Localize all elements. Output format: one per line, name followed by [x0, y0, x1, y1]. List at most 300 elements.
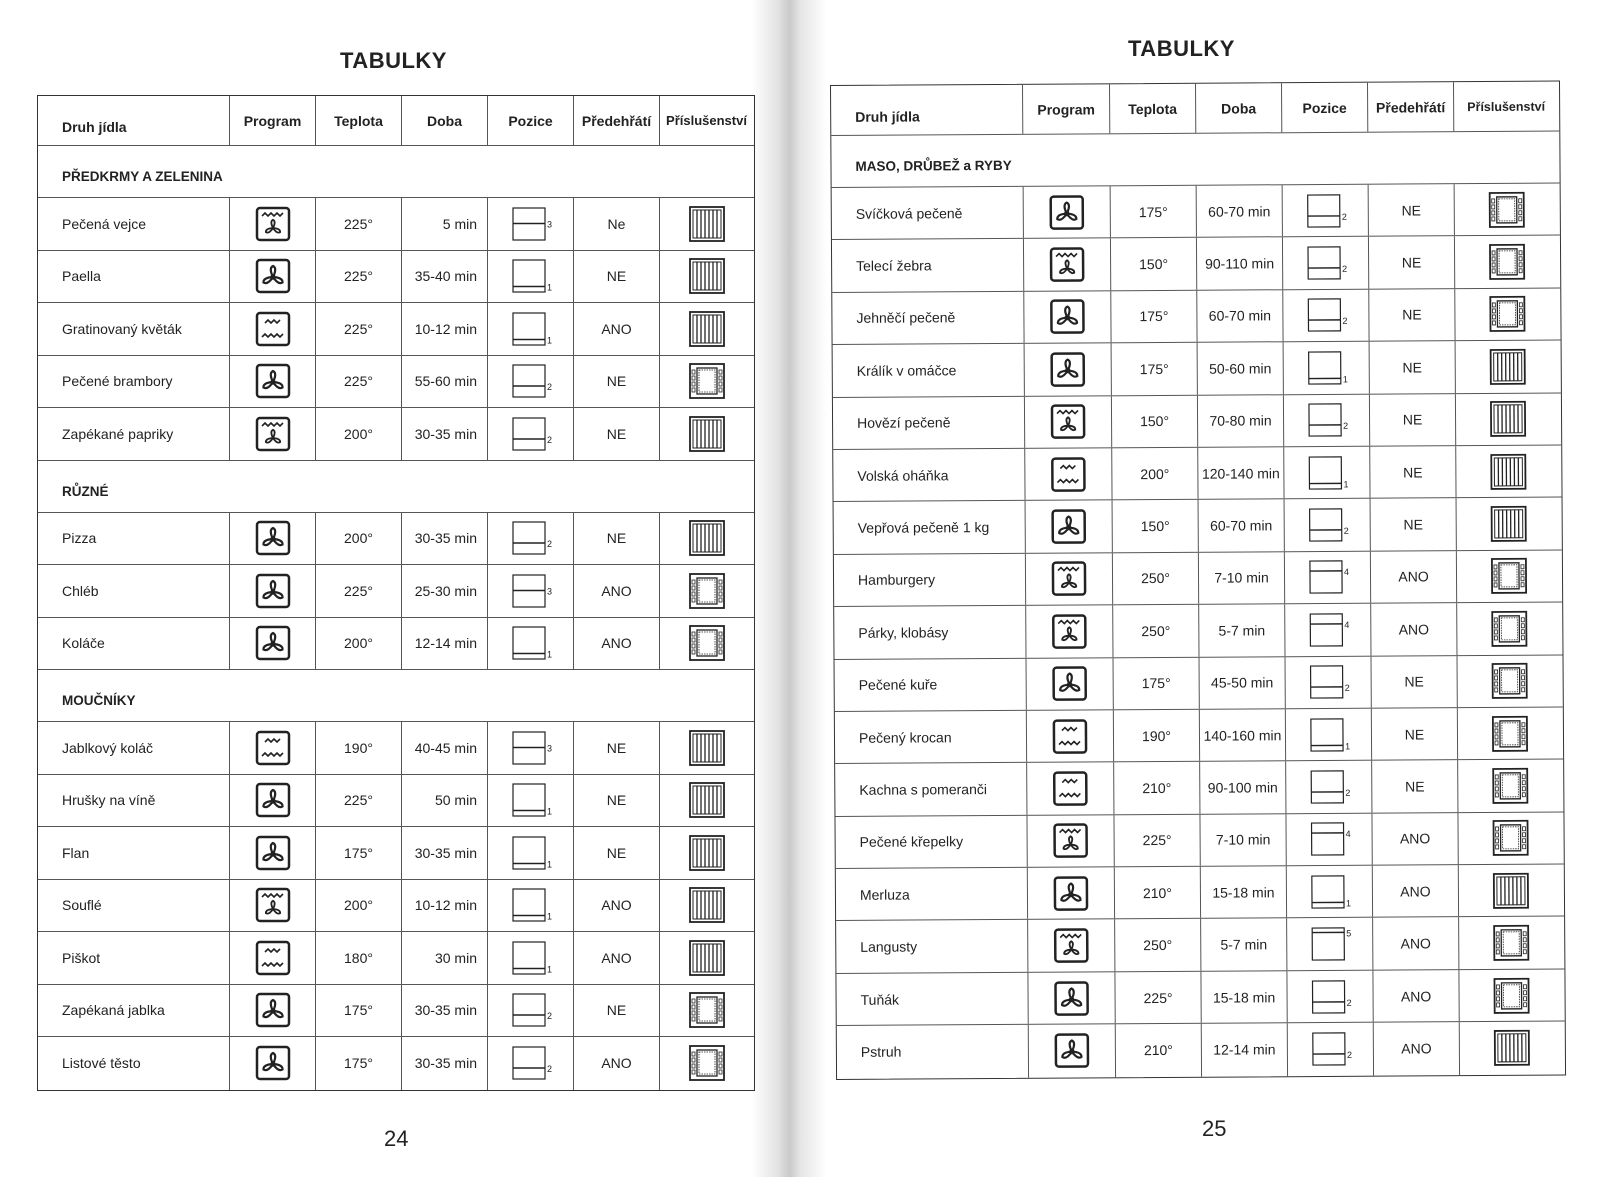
position-cell	[488, 565, 574, 617]
position-cell	[488, 775, 574, 827]
cooking-time: 30 min	[402, 932, 488, 984]
top-bottom-heat-icon	[1052, 718, 1088, 754]
shelf-position-icon	[510, 571, 552, 611]
cooking-time: 15-18 min	[1201, 971, 1287, 1023]
grid-rack-icon	[688, 886, 726, 924]
dish-name: Vepřová pečeně 1 kg	[834, 501, 1026, 554]
table-row	[835, 812, 1563, 869]
svg-text:2: 2	[546, 539, 552, 550]
program-cell	[1028, 920, 1115, 972]
cooking-time: 15-18 min	[1201, 866, 1287, 918]
shelf-position-icon	[510, 833, 552, 873]
table-row	[38, 827, 754, 880]
dish-name: Langusty	[836, 920, 1028, 973]
baking-tray-icon	[688, 362, 726, 400]
dish-name: Hrušky na víně	[38, 775, 230, 827]
program-cell	[1024, 291, 1111, 343]
svg-text:2: 2	[546, 434, 552, 445]
temperature: 200°	[1112, 448, 1198, 500]
accessory-cell	[660, 251, 753, 303]
grill-fan-icon	[1051, 613, 1087, 649]
accessory-cell	[1459, 917, 1563, 969]
dish-name: Jehněčí pečeně	[832, 292, 1024, 345]
temperature: 250°	[1113, 605, 1199, 657]
baking-tray-icon	[1491, 767, 1529, 805]
table-row	[38, 303, 754, 356]
program-cell	[1027, 658, 1114, 710]
program-cell	[1029, 1025, 1116, 1078]
table-row	[833, 393, 1561, 450]
baking-tray-icon	[1490, 557, 1528, 595]
shelf-position-icon	[1305, 348, 1347, 388]
preheat: NE	[1370, 394, 1456, 446]
svg-text:2: 2	[1344, 683, 1350, 694]
preheat: ANO	[1373, 918, 1459, 970]
temperature: 210°	[1116, 1024, 1202, 1077]
preheat: NE	[1369, 237, 1455, 289]
position-cell	[488, 198, 574, 250]
svg-text:1: 1	[1344, 740, 1350, 751]
program-cell	[1028, 867, 1115, 919]
program-cell	[1027, 763, 1114, 815]
table-row	[836, 865, 1564, 922]
page-title: TABULKY	[1128, 36, 1235, 61]
section-heading: RŮZNÉ	[38, 461, 754, 513]
shelf-position-icon	[1304, 191, 1346, 231]
top-bottom-heat-icon	[255, 311, 291, 347]
grid-rack-icon	[688, 519, 726, 557]
grid-rack-icon	[1489, 452, 1527, 490]
shelf-position-icon	[510, 780, 552, 820]
page-title: TABULKY	[340, 48, 447, 73]
fan-icon	[1050, 351, 1086, 387]
fan-icon	[255, 835, 291, 871]
grill-fan-icon	[255, 416, 291, 452]
cooking-time: 30-35 min	[402, 513, 488, 565]
program-cell	[230, 932, 316, 984]
accessory-cell	[1455, 288, 1559, 340]
header-position: Pozice	[488, 96, 574, 145]
position-cell	[488, 1037, 574, 1090]
header-program: Program	[230, 96, 316, 145]
shelf-position-icon	[1308, 819, 1350, 859]
svg-text:1: 1	[546, 649, 552, 660]
position-cell	[488, 303, 574, 355]
temperature: 190°	[316, 722, 402, 774]
fan-icon	[255, 258, 291, 294]
shelf-position-icon	[1306, 452, 1348, 492]
temperature: 250°	[1113, 552, 1199, 604]
preheat: NE	[574, 827, 660, 879]
svg-text:2: 2	[546, 1011, 552, 1022]
program-cell	[1025, 448, 1112, 500]
table-row	[833, 445, 1561, 502]
baking-tray-icon	[1488, 190, 1526, 228]
cooking-table	[830, 81, 1566, 1080]
cooking-time: 7-10 min	[1200, 814, 1286, 866]
position-cell	[488, 408, 574, 460]
cooking-time: 5 min	[402, 198, 488, 250]
temperature: 250°	[1115, 919, 1201, 971]
table-row	[38, 932, 754, 985]
program-cell	[230, 827, 316, 879]
temperature: 180°	[316, 932, 402, 984]
dish-name: Párky, klobásy	[834, 606, 1026, 659]
section-heading: PŘEDKRMY A ZELENINA	[38, 146, 754, 198]
grid-rack-icon	[688, 781, 726, 819]
preheat: NE	[574, 513, 660, 565]
program-cell	[1026, 501, 1113, 553]
accessory-cell	[1458, 812, 1562, 864]
preheat: NE	[1369, 289, 1455, 341]
top-bottom-heat-icon	[1050, 456, 1086, 492]
shelf-position-icon	[510, 518, 552, 558]
program-cell	[1025, 343, 1112, 395]
grid-rack-icon	[1489, 400, 1527, 438]
temperature: 200°	[316, 618, 402, 670]
cooking-time: 40-45 min	[402, 722, 488, 774]
grid-rack-icon	[688, 310, 726, 348]
grid-rack-icon	[688, 205, 726, 243]
cooking-time: 90-110 min	[1197, 238, 1283, 290]
dish-name: Koláče	[38, 618, 230, 670]
program-cell	[1024, 186, 1111, 238]
temperature: 150°	[1113, 500, 1199, 552]
header-dish: Druh jídla	[831, 85, 1023, 135]
accessory-cell	[660, 775, 753, 827]
temperature: 200°	[316, 408, 402, 460]
baking-tray-icon	[1488, 295, 1526, 333]
shelf-position-icon	[1306, 557, 1348, 597]
program-cell	[230, 198, 316, 250]
cooking-time: 30-35 min	[402, 985, 488, 1037]
accessory-cell	[1457, 655, 1561, 707]
fan-icon	[255, 782, 291, 818]
preheat: NE	[1372, 760, 1458, 812]
table-row	[835, 655, 1563, 712]
accessory-cell	[660, 1037, 753, 1090]
temperature: 200°	[316, 880, 402, 932]
dish-name: Listové těsto	[38, 1037, 230, 1090]
cooking-time: 7-10 min	[1199, 552, 1285, 604]
program-cell	[1027, 815, 1114, 867]
position-cell	[1283, 289, 1369, 341]
preheat: NE	[1371, 499, 1457, 551]
dish-name: Pečené křepelky	[835, 815, 1027, 868]
preheat: NE	[574, 356, 660, 408]
top-bottom-heat-icon	[255, 940, 291, 976]
preheat: NE	[574, 985, 660, 1037]
shelf-position-icon	[1309, 924, 1351, 964]
accessory-cell	[660, 880, 753, 932]
grill-fan-icon	[255, 887, 291, 923]
svg-text:2: 2	[546, 382, 552, 393]
fan-icon	[1049, 299, 1085, 335]
page-right	[815, 0, 1600, 1177]
shelf-position-icon	[510, 990, 552, 1030]
temperature: 150°	[1112, 395, 1198, 447]
svg-text:1: 1	[546, 282, 552, 293]
table-header-row	[831, 82, 1559, 136]
shelf-position-icon	[510, 1043, 552, 1083]
cooking-time: 45-50 min	[1200, 657, 1286, 709]
dish-name: Telecí žebra	[832, 239, 1024, 292]
cooking-time: 50-60 min	[1198, 342, 1284, 394]
shelf-position-icon	[1304, 243, 1346, 283]
grid-rack-icon	[688, 415, 726, 453]
dish-name: Pečené kuře	[835, 658, 1027, 711]
cooking-time: 30-35 min	[402, 408, 488, 460]
svg-text:2: 2	[546, 1064, 552, 1075]
shelf-position-icon	[510, 414, 552, 454]
accessory-cell	[1456, 341, 1560, 393]
position-cell	[1284, 447, 1370, 499]
accessory-cell	[1457, 498, 1561, 550]
section-heading: MASO, DRŮBEŽ a RYBY	[831, 132, 1559, 188]
dish-name: Pstruh	[837, 1025, 1029, 1079]
cooking-time: 5-7 min	[1199, 604, 1285, 656]
shelf-position-icon	[510, 885, 552, 925]
preheat: ANO	[574, 303, 660, 355]
header-accessories: Příslušenství	[1467, 99, 1546, 114]
top-bottom-heat-icon	[1052, 770, 1088, 806]
temperature: 175°	[1111, 186, 1197, 238]
table-row	[38, 880, 754, 933]
dish-name: Hovězí pečeně	[833, 396, 1025, 449]
position-cell	[488, 932, 574, 984]
shelf-position-icon	[1308, 872, 1350, 912]
accessory-cell	[660, 985, 753, 1037]
table-row	[38, 1037, 754, 1090]
baking-tray-icon	[1490, 610, 1528, 648]
dish-name: Jablkový koláč	[38, 722, 230, 774]
header-position: Pozice	[1282, 83, 1368, 133]
baking-tray-icon	[1491, 662, 1529, 700]
table-row	[836, 969, 1564, 1026]
baking-tray-icon	[688, 991, 726, 1029]
accessory-cell	[1458, 707, 1562, 759]
position-cell	[1284, 394, 1370, 446]
cooking-time: 50 min	[402, 775, 488, 827]
dish-name: Tuňák	[836, 973, 1028, 1026]
temperature: 225°	[1114, 814, 1200, 866]
fan-icon	[255, 625, 291, 661]
page-number: 24	[384, 1126, 409, 1151]
table-row	[38, 985, 754, 1038]
program-cell	[1028, 972, 1115, 1024]
cooking-time: 10-12 min	[402, 303, 488, 355]
header-preheat: Předehřátí	[574, 96, 660, 145]
baking-tray-icon	[1492, 976, 1530, 1014]
grill-fan-icon	[1049, 247, 1085, 283]
position-cell	[488, 722, 574, 774]
shelf-position-icon	[1309, 1029, 1351, 1069]
preheat: ANO	[574, 932, 660, 984]
accessory-cell	[660, 513, 753, 565]
position-cell	[1283, 185, 1369, 237]
svg-text:1: 1	[1342, 374, 1348, 385]
cooking-time: 60-70 min	[1199, 500, 1285, 552]
grill-fan-icon	[1051, 561, 1087, 597]
svg-text:1: 1	[546, 964, 552, 975]
table-row	[834, 603, 1562, 660]
preheat: ANO	[574, 880, 660, 932]
accessory-cell	[660, 565, 753, 617]
dish-name: Pečené brambory	[38, 356, 230, 408]
preheat: NE	[1371, 656, 1457, 708]
preheat: ANO	[574, 1037, 660, 1090]
preheat: NE	[1372, 708, 1458, 760]
svg-text:3: 3	[546, 586, 552, 597]
table-row	[837, 1022, 1565, 1079]
position-cell	[488, 880, 574, 932]
cooking-time: 5-7 min	[1201, 919, 1287, 971]
table-row	[835, 707, 1563, 764]
accessory-cell	[1456, 393, 1560, 445]
fan-icon	[1053, 875, 1089, 911]
accessory-cell	[1459, 865, 1563, 917]
dish-name: Svíčková pečeně	[832, 187, 1024, 240]
fan-icon	[1049, 194, 1085, 230]
dish-name: Gratinovaný květák	[38, 303, 230, 355]
position-cell	[1286, 709, 1372, 761]
accessory-cell	[660, 356, 753, 408]
table-row	[834, 498, 1562, 555]
accessory-cell	[1460, 1022, 1564, 1075]
cooking-time: 60-70 min	[1197, 185, 1283, 237]
fan-icon	[1051, 508, 1087, 544]
header-accessories: Příslušenství	[666, 113, 747, 128]
table-row	[38, 513, 754, 566]
preheat: NE	[574, 775, 660, 827]
grid-rack-icon	[688, 939, 726, 977]
preheat: ANO	[1371, 551, 1457, 603]
shelf-position-icon	[510, 361, 552, 401]
dish-name: Zapékané papriky	[38, 408, 230, 460]
svg-text:2: 2	[1346, 997, 1352, 1008]
program-cell	[230, 775, 316, 827]
position-cell	[1287, 918, 1373, 970]
preheat: ANO	[1371, 603, 1457, 655]
cooking-time: 60-70 min	[1197, 290, 1283, 342]
temperature: 210°	[1114, 762, 1200, 814]
baking-tray-icon	[1492, 924, 1530, 962]
program-cell	[230, 356, 316, 408]
shelf-position-icon	[1307, 714, 1349, 754]
fan-icon	[255, 1045, 291, 1081]
dish-name: Merluza	[836, 868, 1028, 921]
accessory-cell	[660, 722, 753, 774]
accessory-cell	[660, 408, 753, 460]
preheat: NE	[1370, 446, 1456, 498]
preheat: ANO	[1374, 1022, 1460, 1075]
temperature: 225°	[1115, 972, 1201, 1024]
baking-tray-icon	[1488, 243, 1526, 281]
cooking-time: 90-100 min	[1200, 762, 1286, 814]
table-header-row	[38, 96, 754, 146]
program-cell	[230, 513, 316, 565]
program-cell	[230, 303, 316, 355]
position-cell	[488, 985, 574, 1037]
accessory-cell	[1457, 550, 1561, 602]
shelf-position-icon	[510, 938, 552, 978]
accessory-cell	[1457, 603, 1561, 655]
cooking-table	[37, 95, 755, 1091]
dish-name: Pečená vejce	[38, 198, 230, 250]
grid-rack-icon	[1493, 1029, 1531, 1067]
fan-icon	[255, 573, 291, 609]
accessory-cell	[1455, 184, 1559, 236]
preheat: ANO	[1373, 970, 1459, 1022]
cooking-time: 140-160 min	[1200, 709, 1286, 761]
preheat: NE	[574, 722, 660, 774]
baking-tray-icon	[1491, 714, 1529, 752]
table-row	[835, 760, 1563, 817]
cooking-time: 35-40 min	[402, 251, 488, 303]
position-cell	[488, 827, 574, 879]
svg-text:2: 2	[1346, 1050, 1352, 1061]
program-cell	[1027, 710, 1114, 762]
grid-rack-icon	[1490, 505, 1528, 543]
header-time: Doba	[402, 96, 488, 145]
svg-text:1: 1	[546, 859, 552, 870]
accessory-cell	[1456, 445, 1560, 497]
baking-tray-icon	[688, 572, 726, 610]
preheat: NE	[574, 408, 660, 460]
table-row	[834, 550, 1562, 607]
accessory-cell	[660, 827, 753, 879]
shelf-position-icon	[510, 204, 552, 244]
shelf-position-icon	[510, 256, 552, 296]
page-number: 25	[1202, 1116, 1227, 1141]
temperature: 225°	[316, 303, 402, 355]
svg-text:2: 2	[1342, 421, 1348, 432]
temperature: 175°	[1112, 343, 1198, 395]
temperature: 175°	[1114, 657, 1200, 709]
preheat: ANO	[574, 618, 660, 670]
dish-name: Piškot	[38, 932, 230, 984]
temperature: 190°	[1114, 710, 1200, 762]
svg-text:4: 4	[1343, 567, 1349, 578]
shelf-position-icon	[510, 623, 552, 663]
dish-name: Pizza	[38, 513, 230, 565]
table-row	[38, 565, 754, 618]
preheat: NE	[1370, 341, 1456, 393]
table-row	[832, 236, 1560, 293]
position-cell	[1286, 813, 1372, 865]
svg-text:4: 4	[1343, 619, 1349, 630]
table-row	[38, 198, 754, 251]
temperature: 225°	[316, 565, 402, 617]
baking-tray-icon	[1491, 819, 1529, 857]
svg-text:1: 1	[546, 806, 552, 817]
top-bottom-heat-icon	[255, 730, 291, 766]
table-row	[832, 184, 1560, 241]
shelf-position-icon	[1309, 976, 1351, 1016]
svg-text:3: 3	[546, 219, 552, 230]
temperature: 225°	[316, 251, 402, 303]
svg-text:1: 1	[1342, 478, 1348, 490]
svg-text:3: 3	[546, 743, 552, 754]
accessory-cell	[1459, 969, 1563, 1021]
header-dish: Druh jídla	[38, 96, 230, 145]
position-cell	[1285, 499, 1371, 551]
dish-name: Pečený krocan	[835, 711, 1027, 764]
table-row	[833, 341, 1561, 398]
preheat: NE	[574, 251, 660, 303]
svg-text:2: 2	[1341, 211, 1347, 222]
svg-text:1: 1	[546, 335, 552, 346]
